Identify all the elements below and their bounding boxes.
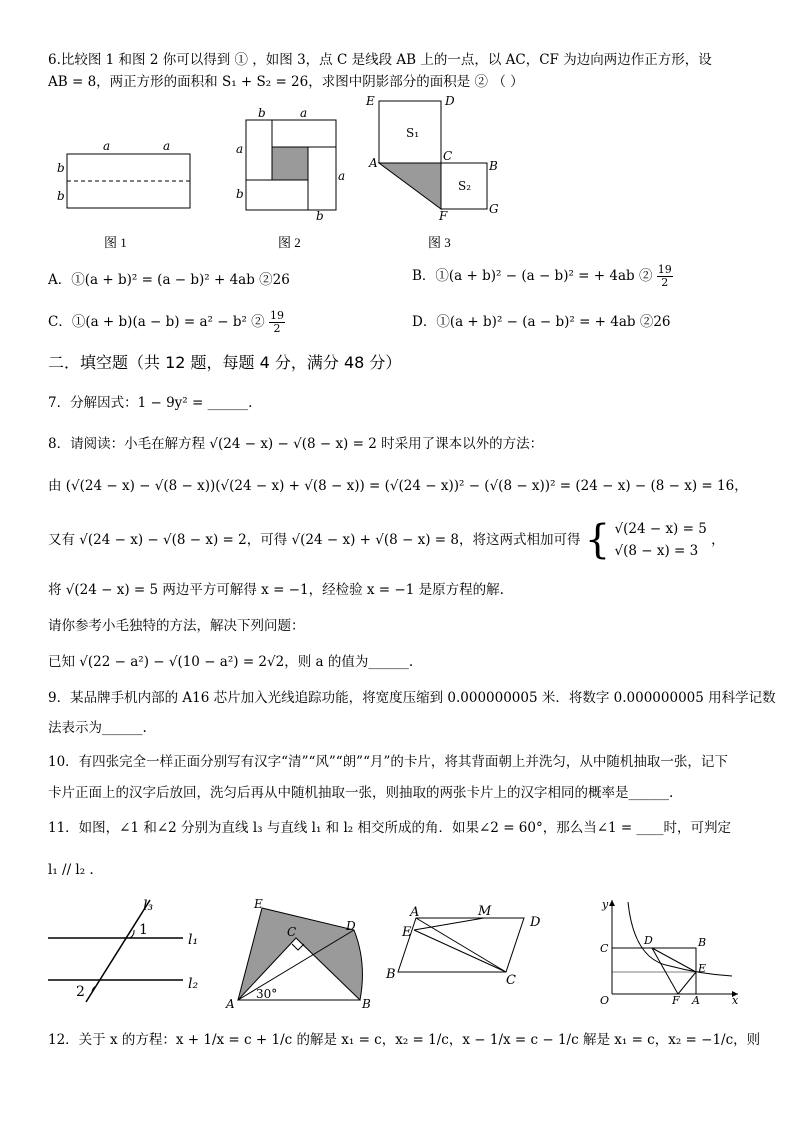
q9-line1: 9．某品牌手机内部的 A16 芯片加入光线追踪功能，将宽度压缩到 0.000000005 米．将数字 0.000000005 用科学记数 xyxy=(48,690,776,706)
q6-line2: AB = 8，两正方形的面积和 S₁ + S₂ = 26，求图中阴影部分的面积是 ② （ ） xyxy=(48,74,524,90)
figure-hyperbola xyxy=(592,894,744,1006)
q8-line1: 8．请阅读：小毛在解方程 √(24 − x) − √(8 − x) = 2 时采用了课本以外的方法： xyxy=(48,436,544,452)
para-label-M: M xyxy=(478,904,492,919)
fig2-label-b-bottom: b xyxy=(316,209,324,222)
fig3-label-G: G xyxy=(489,202,499,216)
hyp-label-C: C xyxy=(600,942,609,955)
figure-parallelogram xyxy=(384,902,554,986)
para-label-A: A xyxy=(410,905,420,920)
fig3-label-D: D xyxy=(445,94,455,108)
fig2-label-b-left: b xyxy=(236,187,244,201)
q6-option-d: D．①(a + b)² − (a − b)² = + 4ab ②26 xyxy=(412,314,671,330)
hyp-label-x: x xyxy=(732,994,739,1006)
sector-label-B: B xyxy=(362,997,371,1011)
q8-line4: 将 √(24 − x) = 5 两边平方可解得 x = −1，经检验 x = −1 是原方程的解. xyxy=(48,582,504,598)
sector-label-30: 30° xyxy=(256,987,278,1001)
fig1-label-b1: b xyxy=(57,161,65,175)
hyp-label-A: A xyxy=(692,994,700,1006)
fig2-label-a-top: a xyxy=(300,106,308,120)
fig2-label-a-left: a xyxy=(236,142,244,156)
fig3-caption: 图 3 xyxy=(428,235,451,250)
fig3-label-B: B xyxy=(489,159,498,173)
fig3-label-F: F xyxy=(439,209,448,222)
fig1-label-b2: b xyxy=(57,189,65,203)
sector-label-A: A xyxy=(226,997,235,1011)
fig1-caption: 图 1 xyxy=(104,235,127,250)
q8-line3 xyxy=(48,518,725,564)
q11-label-1: 1 xyxy=(139,922,148,938)
fig2-label-a-right: a xyxy=(338,169,346,183)
fig3-label-S1: S₁ xyxy=(406,126,420,140)
fig3-label-E: E xyxy=(366,94,375,108)
q11-label-l3: l₃ xyxy=(143,898,154,914)
q12-line1: 12．关于 x 的方程：x + 1/x = c + 1/c 的解是 x₁ = c，x₂ = 1/c，x − 1/x = c − 1/c 解是 x₁ = c，x₂ = −1/c，则 xyxy=(48,1032,761,1048)
q11-label-2: 2 xyxy=(76,984,85,1000)
figure-sector-triangle xyxy=(222,898,382,1012)
hyp-label-D: D xyxy=(644,934,653,947)
q10-line2: 卡片正面上的汉字后放回，洗匀后再从中随机抽取一张，则抽取的两张卡片上的汉字相同的概率是______. xyxy=(48,785,674,801)
hyp-label-F: F xyxy=(672,994,680,1006)
sector-label-C: C xyxy=(287,925,297,939)
q11-figure-parallel-lines xyxy=(48,896,208,1008)
hyp-label-y: y xyxy=(602,898,609,911)
fig3-label-C: C xyxy=(443,149,453,163)
q6-option-c-row xyxy=(48,310,285,335)
sector-label-D: D xyxy=(346,919,356,933)
q6-option-c-frac: $\frac{19}{2}$ xyxy=(269,309,284,335)
hyp-label-O: O xyxy=(600,994,610,1006)
q11-label-l1: l₁ xyxy=(188,932,199,948)
fig2-label-b-top: b xyxy=(258,106,266,120)
figure-2 xyxy=(232,106,352,222)
figure-3 xyxy=(362,92,512,222)
q8-line6: 已知 √(22 − a²) − √(10 − a²) = 2√2，则 a 的值为______. xyxy=(48,654,414,670)
q6-option-b-frac: $\frac{19}{2}$ xyxy=(657,263,672,289)
q8-line3-end: ， xyxy=(711,532,725,548)
q6-line1: 6.比较图 1 和图 2 你可以得到 ① ，如图 3，点 C 是线段 AB 上的一点，以 AC，CF 为边向两边作正方形，设 xyxy=(48,52,712,68)
q6-option-c: C．①(a + b)(a − b) = a² − b² ② xyxy=(48,314,265,330)
para-label-C: C xyxy=(506,973,516,986)
fig1-label-a1: a xyxy=(103,139,111,153)
q6-option-b: B．①(a + b)² − (a − b)² = + 4ab ② xyxy=(412,268,653,284)
figure-1 xyxy=(55,138,200,218)
q8-system-brace: { xyxy=(584,517,611,563)
hyp-label-E: E xyxy=(698,962,707,975)
sector-label-E: E xyxy=(254,898,263,911)
q8-system xyxy=(615,518,707,562)
fig2-caption: 图 2 xyxy=(278,235,301,250)
q8-system-eq2: √(8 − x) = 3 xyxy=(614,543,699,559)
fig3-label-A: A xyxy=(369,156,378,170)
q11-line1: 11．如图，∠1 和∠2 分别为直线 l₃ 与直线 l₁ 和 l₂ 相交所成的角．如果∠2 = 60°，那么当∠1 = ____时，可判定 xyxy=(48,820,732,836)
para-label-D: D xyxy=(530,915,541,930)
q6-option-b-row xyxy=(412,264,673,289)
section-2-title: 二．填空题（共 12 题，每题 4 分，满分 48 分） xyxy=(48,353,402,372)
q8-line3-left: 又有 √(24 − x) − √(8 − x) = 2，可得 √(24 − x) + √(8 − x) = 8，将这两式相加可得 xyxy=(48,532,581,548)
q9-line2: 法表示为______. xyxy=(48,720,147,736)
hyp-label-B: B xyxy=(698,936,707,949)
q8-system-eq1: √(24 − x) = 5 xyxy=(614,521,707,537)
q8-line2: 由 (√(24 − x) − √(8 − x))(√(24 − x) + √(8 − x)) = (√(24 − x))² − (√(8 − x))² = (24 − x) − (8 − x) = 16， xyxy=(48,478,748,494)
q7: 7．分解因式：1 − 9y² = ______. xyxy=(48,395,253,411)
fig3-label-S2: S₂ xyxy=(458,179,472,193)
fig1-label-a2: a xyxy=(163,139,171,153)
q8-line5: 请你参考小毛独特的方法，解决下列问题： xyxy=(48,618,305,634)
q11-label-l2: l₂ xyxy=(188,976,199,992)
q6-option-a: A．①(a + b)² = (a − b)² + 4ab ②26 xyxy=(48,272,290,288)
para-label-B: B xyxy=(386,967,396,982)
q11-line2: l₁ // l₂ . xyxy=(48,862,94,878)
para-label-E: E xyxy=(402,925,412,940)
q10-line1: 10．有四张完全一样正面分别写有汉字“清”“风”“朗”“月”的卡片，将其背面朝上并洗匀，从中随机抽取一张，记下 xyxy=(48,754,728,770)
